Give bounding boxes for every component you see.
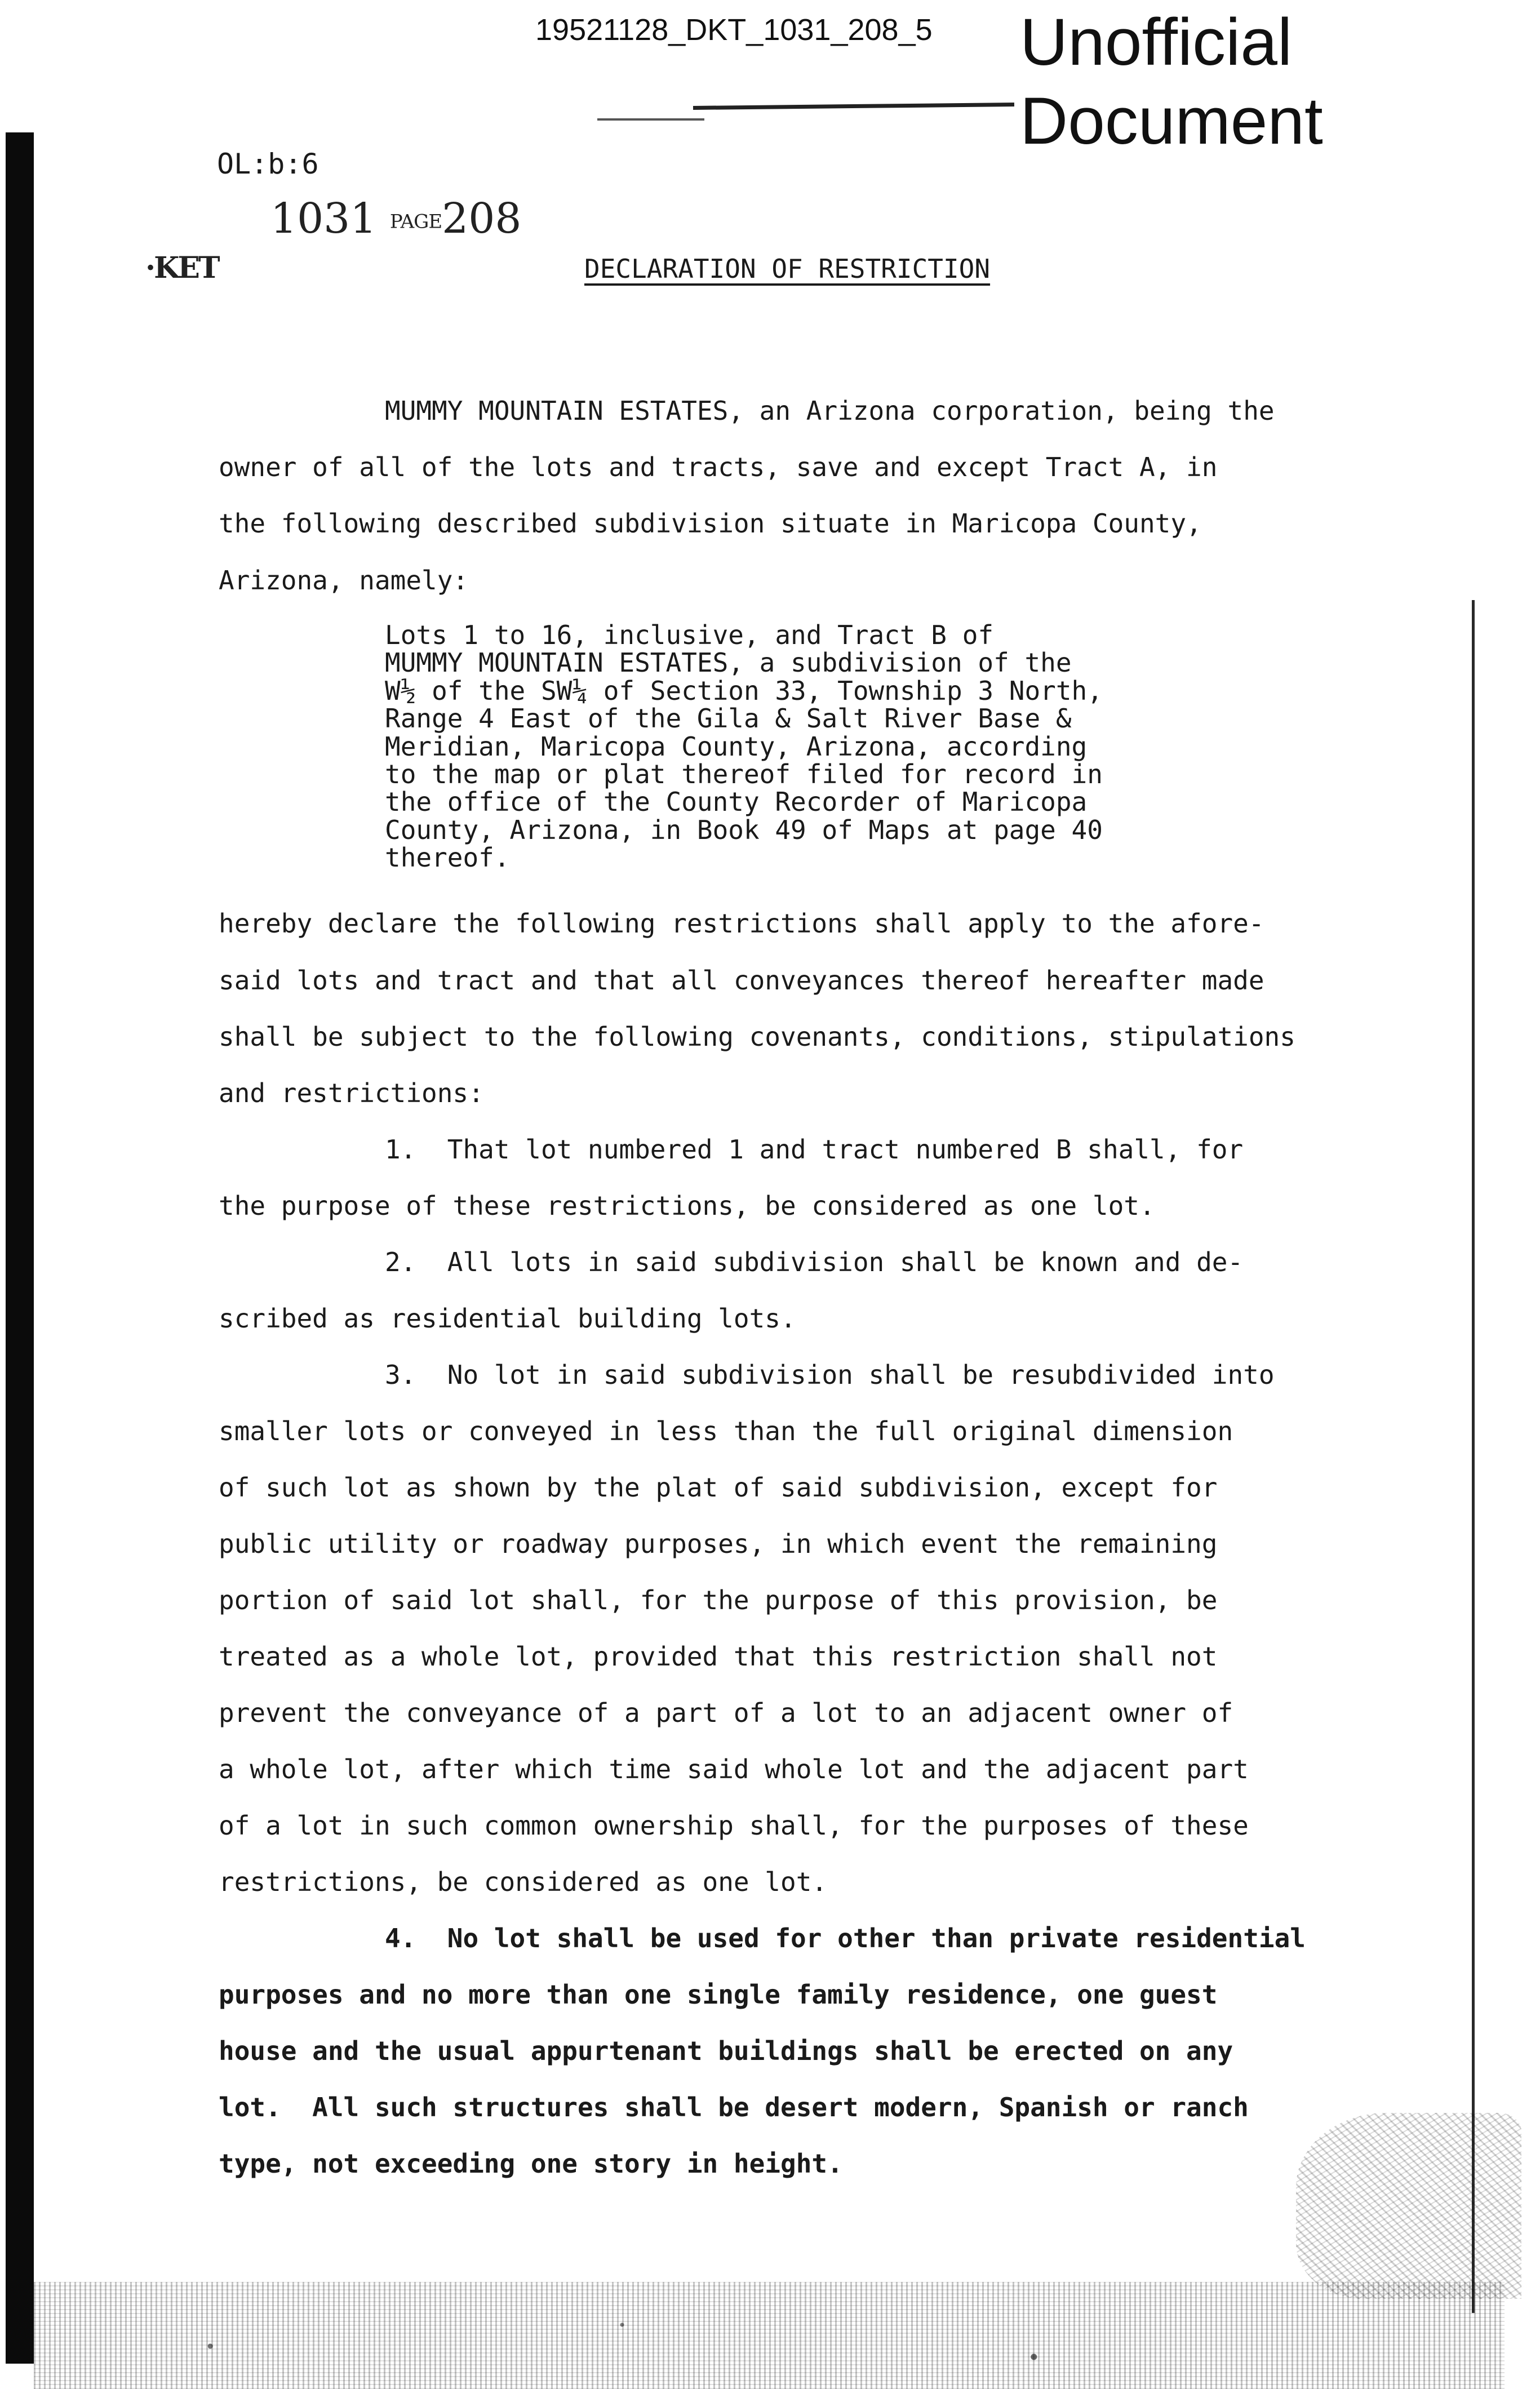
- text-line: lot. All such structures shall be desert modern, Spanish or ranch: [219, 2092, 1249, 2122]
- text-line: purposes and no more than one single family residence, one guest: [219, 1979, 1218, 2010]
- text-line: of a lot in such common ownership shall, for the purposes of these: [219, 1810, 1249, 1841]
- text-line: said lots and tract and that all conveyances thereof hereafter made: [219, 965, 1264, 996]
- text-line: type, not exceeding one story in height.: [219, 2148, 843, 2179]
- text-line: and restrictions:: [219, 1078, 484, 1108]
- docket-id: 19521128_DKT_1031_208_5: [535, 13, 933, 47]
- text-line: MUMMY MOUNTAIN ESTATES, an Arizona corporation, being the: [385, 396, 1275, 426]
- text-line: 3. No lot in said subdivision shall be resubdivided into: [385, 1360, 1275, 1390]
- text-line: 4. No lot shall be used for other than private residential: [385, 1923, 1306, 1953]
- reference-code: OL:b:6: [217, 148, 319, 180]
- text-line: house and the usual appurtenant buildings shall be erected on any: [219, 2036, 1233, 2066]
- scan-right-edge: [1472, 600, 1475, 2313]
- scan-smudge: [1296, 2113, 1521, 2299]
- text-line: shall be subject to the following covenants, conditions, stipulations: [219, 1022, 1295, 1052]
- unofficial-watermark: Unofficial Document: [1020, 5, 1323, 158]
- text-line: public utility or roadway purposes, in which event the remaining: [219, 1529, 1218, 1559]
- page-number: 208: [442, 194, 522, 243]
- text-line: prevent the conveyance of a part of a lot to an adjacent owner of: [219, 1698, 1233, 1728]
- book-number: 1031: [270, 194, 377, 243]
- book-page-stamp: [270, 194, 521, 243]
- page-label: PAGE: [389, 210, 442, 233]
- document-title: DECLARATION OF RESTRICTION: [584, 254, 991, 284]
- text-line: the following described subdivision situate in Maricopa County,: [219, 508, 1202, 539]
- text-line: portion of said lot shall, for the purpose of this provision, be: [219, 1585, 1218, 1615]
- text-line: smaller lots or conveyed in less than the full original dimension: [219, 1416, 1233, 1446]
- docket-stamp: ·KET: [145, 251, 219, 285]
- text-line: of such lot as shown by the plat of said subdivision, except for: [219, 1472, 1218, 1503]
- text-line: hereby declare the following restrictions shall apply to the afore-: [219, 908, 1264, 939]
- scan-top-rule: [693, 103, 1014, 110]
- text-line: owner of all of the lots and tracts, save and except Tract A, in: [219, 452, 1218, 482]
- legal-description: Lots 1 to 16, inclusive, and Tract B of MUMMY MOUNTAIN ESTATES, a subdivision of the W½ of the SW¼ of Section 33, Township 3 North, Range 4 East of the Gila & Salt River Base & Meridian, Maricopa County, Arizona, according to the map or plat thereof filed for record in the office of the County Recorder of Maricopa County, Arizona, in Book 49 of Maps at page 40 thereof.: [385, 620, 1103, 873]
- text-line: a whole lot, after which time said whole lot and the adjacent part: [219, 1754, 1249, 1784]
- scan-top-rule-tail: [597, 118, 704, 121]
- text-line: the purpose of these restrictions, be considered as one lot.: [219, 1191, 1155, 1221]
- text-line: 2. All lots in said subdivision shall be known and de-: [385, 1247, 1244, 1277]
- text-line: scribed as residential building lots.: [219, 1303, 796, 1334]
- text-line: treated as a whole lot, provided that this restriction shall not: [219, 1641, 1218, 1672]
- text-line: 1. That lot numbered 1 and tract numbered B shall, for: [385, 1134, 1244, 1165]
- text-line: Arizona, namely:: [219, 565, 469, 596]
- scan-bottom-noise: [34, 2282, 1505, 2389]
- scan-edge-shadow: [6, 132, 34, 2364]
- text-line: restrictions, be considered as one lot.: [219, 1867, 828, 1897]
